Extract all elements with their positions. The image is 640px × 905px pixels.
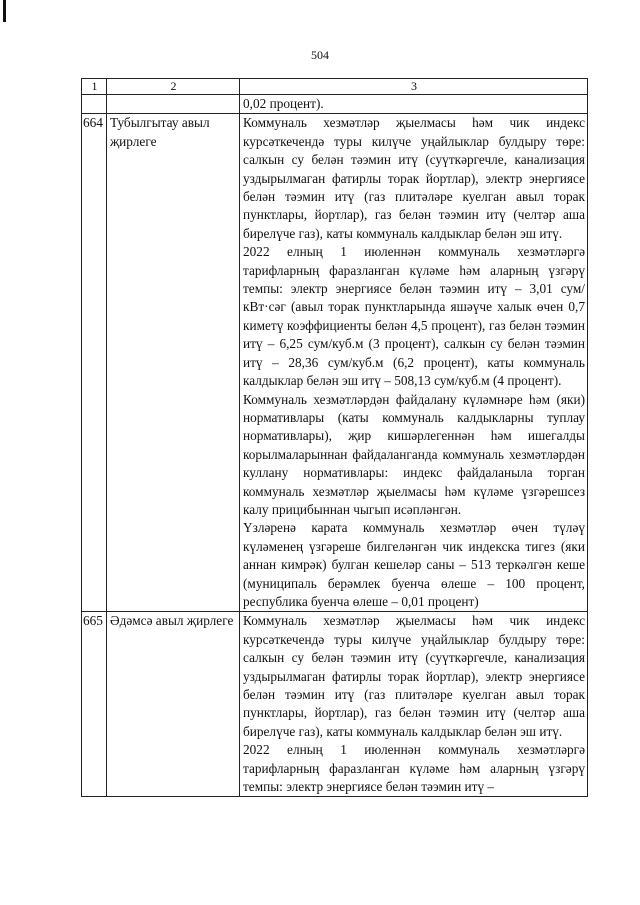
paragraph: 2022 елның 1 июленнән коммуналь хезмәтләргә тарифларның фаразланган күләме һәм аларның үзгәрү темпы: электр энергиясе белән тәэмин итү – [243,742,585,795]
document-table [81,78,588,797]
paragraph: 2022 елның 1 июленнән коммуналь хезмәтләргә тарифларның фаразланган күләме һәм аларның үзгәрү темпы: электр энергиясе белән тәэмин итү – 3,01 сум/кВт·сәг (авыл торак пунктларында яшәүче халык өчен 0,7 киметү коэффициенты белән 4,5 процент), газ белән тәэмин итү – 6,25 сум/куб.м (3 процент), салкын су белән тәэмин итү – 28,36 сум/куб.м (6,2 процент), каты коммуналь калдыклар белән эш итү – 508,13 сум/куб.м (4 процент). [243,244,585,389]
continuation-row [82,95,588,114]
continuation-text: 0,02 процент). [240,95,588,114]
page-edge-mark [3,0,6,22]
paragraph: Коммуналь хезмәтләрдән файдалану күләмнәре һәм (яки) нормативлары (каты коммуналь калдыкларны туплау нормативлары), җир кишәрлегеннән һәм ишегалды корылмаларыннан файдаланганда коммуналь хезмәтләрдән куллану нормативлары: индекс файдаланыла торган коммуналь хезмәтләр җыелмасы һәм күләме үзгәрешсез калу прицибыннан чыгып исәпләнгән. [243,391,585,517]
row-number: 665 [82,612,107,797]
continuation-place-cell [107,95,240,114]
column-header-3: 3 [240,79,588,95]
table-header-row [82,79,588,95]
settlement-name: Әдәмсә авыл җирлеге [107,612,240,797]
paragraph: Үзләренә карата коммуналь хезмәтләр өчен түләү күләменең үзгәреше билгеләнгән чик индекска тигез (яки аннан кимрәк) булган кешеләр саны – 513 теркәлгән кеше (муниципаль берәмлек буенча өлеше – 100 процент, республика буенча өлеше – 0,01 процент) [243,520,585,609]
row-description [240,612,588,797]
column-header-2: 2 [107,79,240,95]
row-description [240,114,588,612]
page-number: 504 [311,48,329,62]
continuation-num-cell [82,95,107,114]
paragraph: Коммуналь хезмәтләр җыелмасы һәм чик индекс курсәткечендә туры килүче уңайлыклар булдыру төре: салкын су белән тәэмин итү (суүткәргечле, канализация уздырылмаган фатирлы торак йортлар), электр энергиясе белән тәэмин итү (газ плитәләре куелган авыл торак пунктлары, йортлар), газ белән тәэмин итү (челтәр аша бирелүче газ), каты коммуналь калдыклар белән эш итү. [243,115,585,241]
row-number: 664 [82,114,107,612]
table-row [82,612,588,797]
column-header-1: 1 [82,79,107,95]
table-row [82,114,588,612]
paragraph: Коммуналь хезмәтләр җыелмасы һәм чик индекс курсәткечендә туры килүче уңайлыклар булдыру төре: салкын су белән тәэмин итү (суүткәргечле, канализация уздырылмаган фатирлы торак йортлар), электр энергиясе белән тәэмин итү (газ плитәләре куелган авыл торак пунктлары, йортлар), газ белән тәэмин итү (челтәр аша бирелүче газ), каты коммуналь калдыклар белән эш итү. [243,613,585,739]
settlement-name: Тубылгытау авыл җирлеге [107,114,240,612]
